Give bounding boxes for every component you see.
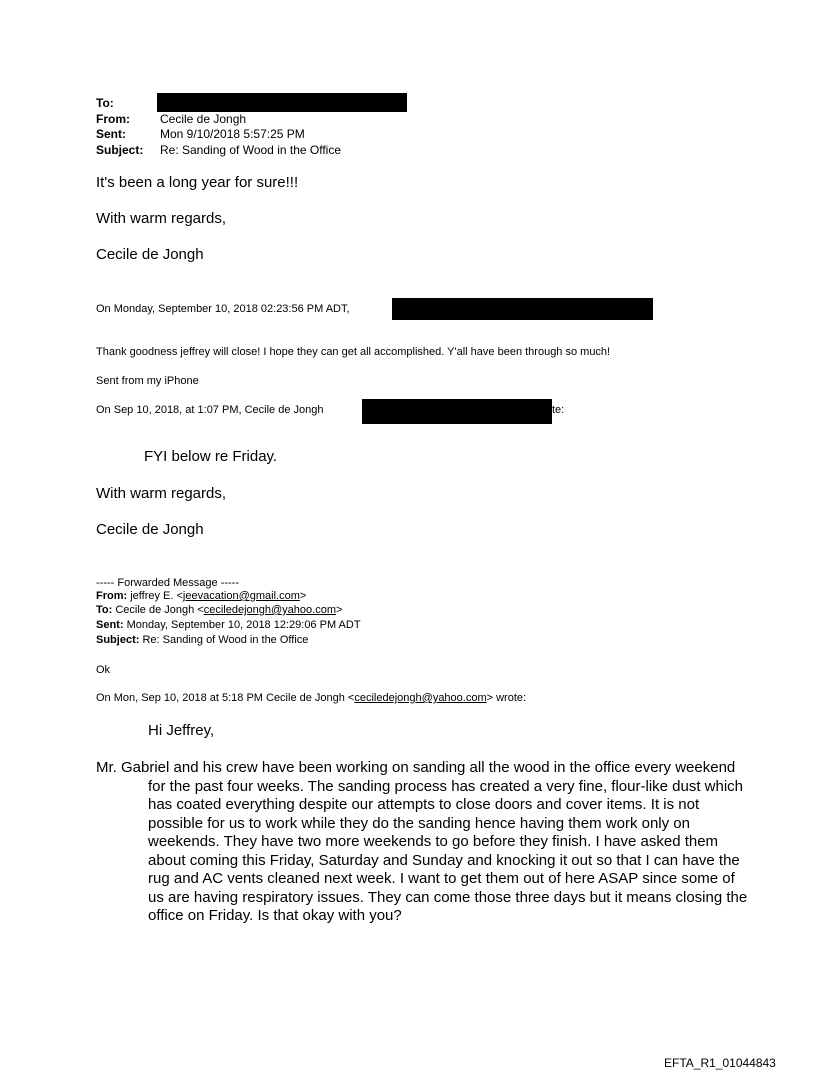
forwarded-from-email[interactable]: jeevacation@gmail.com (182, 590, 300, 602)
reply2-signature: Cecile de Jongh (96, 521, 204, 538)
forwarded-to-close: > (335, 604, 343, 616)
subject-label: Subject: (96, 143, 144, 157)
forwarded-banner: ----- Forwarded Message ----- (96, 577, 240, 589)
quote2-on-prefix: On Mon, Sep 10, 2018 at 5:18 PM Cecile de Jongh < (96, 692, 355, 704)
reply-line: It's been a long year for sure!!! (96, 174, 299, 191)
to-label: To: (96, 96, 114, 110)
forwarded-to-name: Cecile de Jongh < (115, 604, 204, 616)
quote-sent-from: Sent from my iPhone (96, 375, 199, 387)
quote2-on-suffix: > wrote: (486, 692, 527, 704)
quote-on-line-2-suffix: te: (552, 404, 565, 416)
quote-body: Thank goodness jeffrey will close! I hope they can get all accomplished. Y'all have been through so much! (96, 346, 611, 358)
redaction-to (157, 93, 407, 112)
forwarded-subject-value: Re: Sanding of Wood in the Office (142, 634, 309, 646)
sent-label: Sent: (96, 127, 126, 141)
forwarded-from-close: > (299, 590, 307, 602)
quote-on-line: On Monday, September 10, 2018 02:23:56 PM ADT, (96, 303, 350, 315)
forwarded-to (96, 604, 342, 616)
forwarded-sent-label: Sent: (96, 619, 124, 631)
reply2-regards: With warm regards, (96, 485, 227, 502)
fyi-line: FYI below re Friday. (144, 448, 278, 465)
reply-regards: With warm regards, (96, 210, 227, 227)
redaction-sender (392, 298, 653, 320)
forwarded-from (96, 590, 306, 602)
forwarded-subject (96, 634, 308, 646)
from-label: From: (96, 112, 130, 126)
from-value: Cecile de Jongh (160, 112, 247, 126)
reply-signature: Cecile de Jongh (96, 246, 204, 263)
quote2-paragraph: Mr. Gabriel and his crew have been working on sanding all the wood in the office every weekend for the past four weeks. The sanding process has created a very fine, flour-like dust which has coated everything despite our attempts to close doors and cover items. It is not possible for us to work while they do the sanding hence having them work only on weekends. They have two more weekends to go before they finish. I have asked them about coming this Friday, Saturday and Sunday and knocking it out so that I can have the rug and AC vents cleaned next week. I want to get them out of here ASAP since some of us are having respiratory issues. They can come those three days but it means closing the office on Friday. Is that okay with you? (96, 759, 748, 924)
subject-value: Re: Sanding of Wood in the Office (160, 143, 342, 157)
forwarded-sent-value: Monday, September 10, 2018 12:29:06 PM ADT (126, 619, 361, 631)
forwarded-from-label: From: (96, 590, 128, 602)
forwarded-sent (96, 619, 361, 631)
forwarded-ok: Ok (96, 664, 111, 676)
forwarded-to-label: To: (96, 604, 113, 616)
quote2-on-email[interactable]: ceciledejongh@yahoo.com (354, 692, 487, 704)
bates-number: EFTA_R1_01044843 (664, 1056, 776, 1070)
redaction-email (362, 399, 552, 424)
forwarded-from-name: jeffrey E. < (130, 590, 183, 602)
sent-value: Mon 9/10/2018 5:57:25 PM (160, 127, 305, 141)
quote2-greeting: Hi Jeffrey, (148, 722, 215, 739)
quote-on-line-2: On Sep 10, 2018, at 1:07 PM, Cecile de Jongh (96, 404, 324, 416)
quote2-on-line (96, 692, 526, 704)
forwarded-to-email[interactable]: ceciledejongh@yahoo.com (203, 604, 336, 616)
forwarded-subject-label: Subject: (96, 634, 140, 646)
